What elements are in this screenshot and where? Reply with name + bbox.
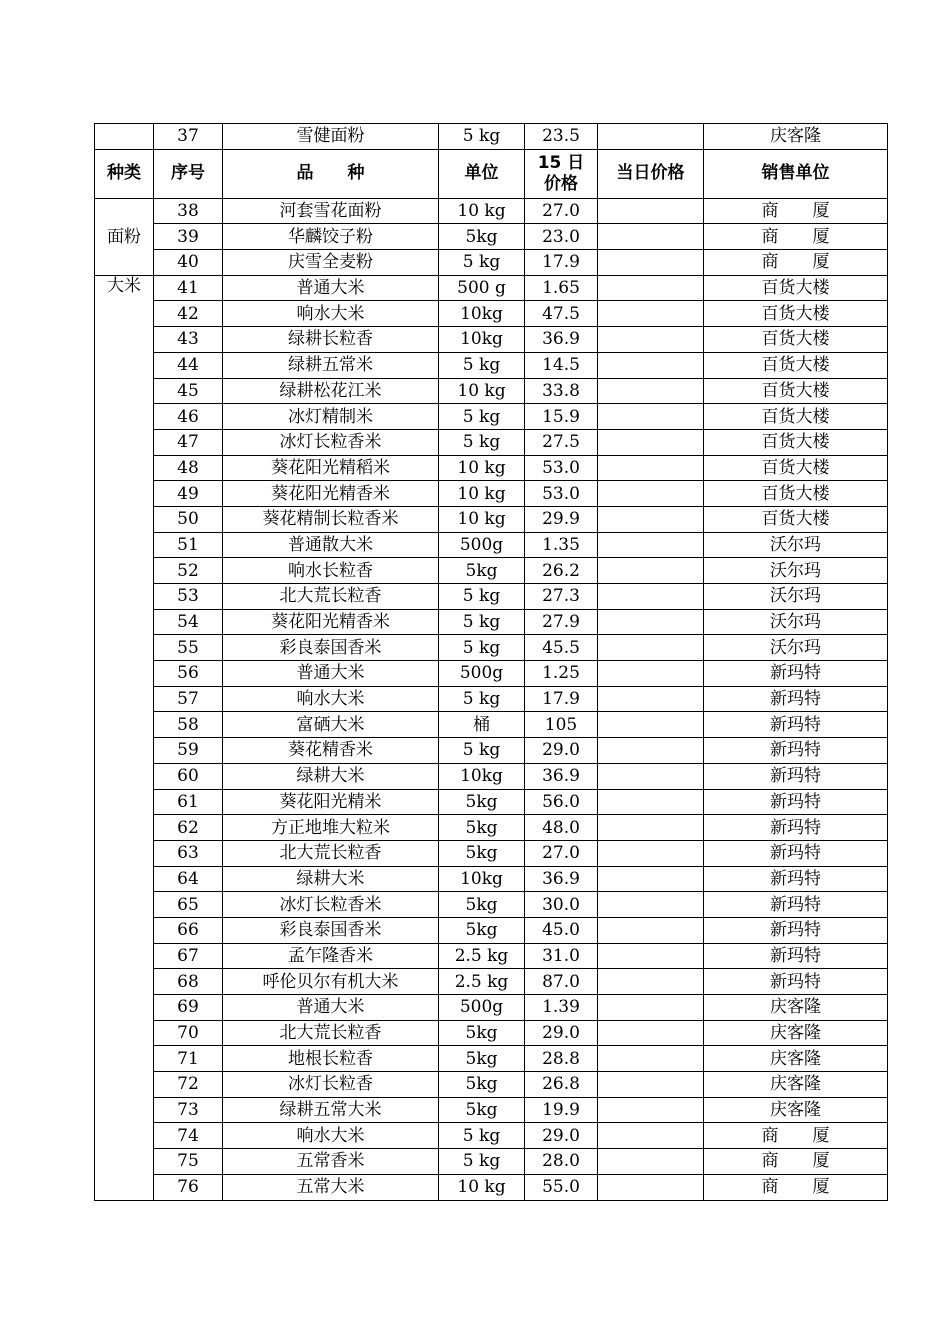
seller-cell: 百货大楼 [704,506,888,532]
today-price-cell [598,815,704,841]
table-row [95,301,888,327]
header-seq: 序号 [154,149,223,198]
seq-cell: 39 [154,224,223,250]
variety-cell: 响水大米 [223,301,439,327]
price15-cell: 1.39 [525,995,598,1021]
seller-cell: 新玛特 [704,789,888,815]
today-price-cell [598,404,704,430]
today-price-cell [598,481,704,507]
seq-cell: 69 [154,995,223,1021]
today-price-cell [598,995,704,1021]
unit-cell: 10 kg [439,481,525,507]
variety-cell: 绿耕五常大米 [223,1097,439,1123]
unit-cell: 500g [439,532,525,558]
seller-cell: 新玛特 [704,815,888,841]
variety-cell: 地根长粒香 [223,1046,439,1072]
seq-cell: 58 [154,712,223,738]
unit-cell: 10kg [439,327,525,353]
today-price-cell [598,124,704,150]
unit-cell: 10kg [439,866,525,892]
seller-cell: 百货大楼 [704,404,888,430]
seller-cell: 商 厦 [704,198,888,224]
table-row [95,1046,888,1072]
price15-cell: 33.8 [525,378,598,404]
price15-cell: 30.0 [525,892,598,918]
seller-cell: 沃尔玛 [704,609,888,635]
seq-cell: 61 [154,789,223,815]
unit-cell: 10kg [439,763,525,789]
unit-cell: 5 kg [439,738,525,764]
price15-cell: 26.2 [525,558,598,584]
seller-cell: 庆客隆 [704,1046,888,1072]
price15-cell: 23.5 [525,124,598,150]
today-price-cell [598,584,704,610]
variety-cell: 响水长粒香 [223,558,439,584]
unit-cell: 500g [439,995,525,1021]
unit-cell: 5kg [439,558,525,584]
seller-cell: 商 厦 [704,1123,888,1149]
table-row [95,892,888,918]
variety-cell: 葵花阳光精米 [223,789,439,815]
seq-cell: 41 [154,275,223,301]
seller-cell: 百货大楼 [704,378,888,404]
seller-cell: 庆客隆 [704,124,888,150]
variety-cell: 响水大米 [223,686,439,712]
table-row [95,1149,888,1175]
unit-cell: 5 kg [439,609,525,635]
price15-cell: 29.0 [525,1020,598,1046]
table-row [95,686,888,712]
seq-cell: 75 [154,1149,223,1175]
seller-cell: 沃尔玛 [704,584,888,610]
price15-cell: 26.8 [525,1072,598,1098]
table-row [95,250,888,276]
variety-cell: 绿耕五常米 [223,352,439,378]
price15-cell: 23.0 [525,224,598,250]
today-price-cell [598,532,704,558]
table-row [95,635,888,661]
unit-cell: 5kg [439,224,525,250]
price15-cell: 87.0 [525,969,598,995]
unit-cell: 5 kg [439,1149,525,1175]
seq-cell: 74 [154,1123,223,1149]
price15-cell: 47.5 [525,301,598,327]
seq-cell: 47 [154,429,223,455]
unit-cell: 5 kg [439,635,525,661]
seller-cell: 庆客隆 [704,1072,888,1098]
variety-cell: 绿耕大米 [223,866,439,892]
unit-cell: 5 kg [439,404,525,430]
today-price-cell [598,712,704,738]
today-price-cell [598,558,704,584]
unit-cell: 10kg [439,301,525,327]
price15-cell: 27.5 [525,429,598,455]
table-row [95,352,888,378]
variety-cell: 北大荒长粒香 [223,584,439,610]
price-table [94,123,888,1201]
price15-cell: 29.0 [525,738,598,764]
header-today-price: 当日价格 [598,149,704,198]
table-row [95,943,888,969]
seller-cell: 新玛特 [704,763,888,789]
seq-cell: 43 [154,327,223,353]
seq-cell: 72 [154,1072,223,1098]
variety-cell: 彩良泰国香米 [223,917,439,943]
price15-cell: 53.0 [525,481,598,507]
today-price-cell [598,763,704,789]
price15-cell: 27.0 [525,840,598,866]
header-category: 种类 [95,149,154,198]
today-price-cell [598,738,704,764]
seller-cell: 百货大楼 [704,481,888,507]
variety-cell: 富硒大米 [223,712,439,738]
price15-cell: 27.3 [525,584,598,610]
unit-cell: 5kg [439,789,525,815]
seller-cell: 新玛特 [704,917,888,943]
seller-cell: 新玛特 [704,840,888,866]
unit-cell: 2.5 kg [439,969,525,995]
table-row [95,378,888,404]
unit-cell: 5kg [439,815,525,841]
today-price-cell [598,917,704,943]
today-price-cell [598,609,704,635]
table-body [95,124,888,1201]
table-row [95,506,888,532]
table-row [95,840,888,866]
seller-cell: 百货大楼 [704,455,888,481]
today-price-cell [598,1020,704,1046]
unit-cell: 桶 [439,712,525,738]
seller-cell: 新玛特 [704,943,888,969]
seller-cell: 庆客隆 [704,1020,888,1046]
table-row [95,789,888,815]
table-row [95,327,888,353]
variety-cell: 普通大米 [223,661,439,687]
category-cell: 大米 [95,275,154,1200]
seller-cell: 百货大楼 [704,429,888,455]
unit-cell: 500 g [439,275,525,301]
price15-cell: 29.9 [525,506,598,532]
today-price-cell [598,840,704,866]
table-row [95,404,888,430]
seq-cell: 64 [154,866,223,892]
table-row [95,738,888,764]
seller-cell: 商 厦 [704,224,888,250]
unit-cell: 10 kg [439,198,525,224]
table-row [95,224,888,250]
seller-cell: 新玛特 [704,892,888,918]
seller-cell: 商 厦 [704,1174,888,1200]
price15-cell: 1.65 [525,275,598,301]
table-row [95,866,888,892]
price15-cell: 15.9 [525,404,598,430]
seller-cell: 沃尔玛 [704,532,888,558]
table-row [95,532,888,558]
seq-cell: 60 [154,763,223,789]
variety-cell: 绿耕长粒香 [223,327,439,353]
seq-cell: 40 [154,250,223,276]
seq-cell: 70 [154,1020,223,1046]
table-row [95,1020,888,1046]
table-row [95,558,888,584]
header-variety: 品 种 [223,149,439,198]
variety-cell: 葵花阳光精稻米 [223,455,439,481]
seq-cell: 37 [154,124,223,150]
today-price-cell [598,455,704,481]
today-price-cell [598,275,704,301]
price15-cell: 53.0 [525,455,598,481]
variety-cell: 普通大米 [223,995,439,1021]
seller-cell: 新玛特 [704,661,888,687]
seq-cell: 38 [154,198,223,224]
table-row [95,275,888,301]
price15-cell: 36.9 [525,866,598,892]
seq-cell: 59 [154,738,223,764]
unit-cell: 10 kg [439,1174,525,1200]
seq-cell: 49 [154,481,223,507]
table-row [95,661,888,687]
seq-cell: 76 [154,1174,223,1200]
seller-cell: 商 厦 [704,1149,888,1175]
price15-cell: 17.9 [525,250,598,276]
price15-cell: 45.0 [525,917,598,943]
variety-cell: 五常大米 [223,1174,439,1200]
seller-cell: 新玛特 [704,866,888,892]
variety-cell: 呼伦贝尔有机大米 [223,969,439,995]
variety-cell: 五常香米 [223,1149,439,1175]
table-row [95,995,888,1021]
unit-cell: 5kg [439,892,525,918]
price15-cell: 28.0 [525,1149,598,1175]
today-price-cell [598,1097,704,1123]
seq-cell: 45 [154,378,223,404]
seller-cell: 新玛特 [704,712,888,738]
price15-cell: 55.0 [525,1174,598,1200]
header-seller: 销售单位 [704,149,888,198]
variety-cell: 冰灯精制米 [223,404,439,430]
unit-cell: 2.5 kg [439,943,525,969]
today-price-cell [598,1174,704,1200]
today-price-cell [598,429,704,455]
today-price-cell [598,892,704,918]
today-price-cell [598,224,704,250]
today-price-cell [598,1123,704,1149]
unit-cell: 10 kg [439,455,525,481]
price15-cell: 1.35 [525,532,598,558]
today-price-cell [598,635,704,661]
today-price-cell [598,686,704,712]
variety-cell: 葵花精香米 [223,738,439,764]
today-price-cell [598,301,704,327]
seq-cell: 73 [154,1097,223,1123]
price15-cell: 1.25 [525,661,598,687]
variety-cell: 葵花精制长粒香米 [223,506,439,532]
variety-cell: 华麟饺子粉 [223,224,439,250]
variety-cell: 葵花阳光精香米 [223,481,439,507]
table-row [95,763,888,789]
table-row [95,198,888,224]
unit-cell: 5 kg [439,352,525,378]
table-row [95,712,888,738]
seller-cell: 沃尔玛 [704,558,888,584]
variety-cell: 方正地堆大粒米 [223,815,439,841]
variety-cell: 北大荒长粒香 [223,1020,439,1046]
unit-cell: 5kg [439,917,525,943]
today-price-cell [598,327,704,353]
table-row [95,584,888,610]
seq-cell: 57 [154,686,223,712]
table-row [95,1097,888,1123]
today-price-cell [598,969,704,995]
seq-cell: 51 [154,532,223,558]
seller-cell: 沃尔玛 [704,635,888,661]
today-price-cell [598,789,704,815]
seq-cell: 44 [154,352,223,378]
table-row [95,609,888,635]
seq-cell: 62 [154,815,223,841]
unit-cell: 5 kg [439,124,525,150]
header-unit: 单位 [439,149,525,198]
unit-cell: 5kg [439,840,525,866]
table-header-row [95,149,888,198]
variety-cell: 河套雪花面粉 [223,198,439,224]
seq-cell: 71 [154,1046,223,1072]
table-row [95,429,888,455]
seller-cell: 新玛特 [704,969,888,995]
today-price-cell [598,250,704,276]
variety-cell: 绿耕松花江米 [223,378,439,404]
table-row [95,815,888,841]
variety-cell: 北大荒长粒香 [223,840,439,866]
today-price-cell [598,943,704,969]
today-price-cell [598,352,704,378]
table-row [95,481,888,507]
seq-cell: 48 [154,455,223,481]
unit-cell: 500g [439,661,525,687]
variety-cell: 彩良泰国香米 [223,635,439,661]
variety-cell: 绿耕大米 [223,763,439,789]
price15-cell: 27.9 [525,609,598,635]
price15-cell: 17.9 [525,686,598,712]
unit-cell: 5 kg [439,686,525,712]
unit-cell: 5 kg [439,1123,525,1149]
price15-cell: 31.0 [525,943,598,969]
price15-cell: 27.0 [525,198,598,224]
variety-cell: 普通大米 [223,275,439,301]
seq-cell: 65 [154,892,223,918]
seller-cell: 百货大楼 [704,352,888,378]
table-row [95,969,888,995]
today-price-cell [598,661,704,687]
unit-cell: 5kg [439,1097,525,1123]
variety-cell: 普通散大米 [223,532,439,558]
unit-cell: 5 kg [439,250,525,276]
unit-cell: 10 kg [439,378,525,404]
unit-cell: 5 kg [439,429,525,455]
price15-cell: 29.0 [525,1123,598,1149]
variety-cell: 庆雪全麦粉 [223,250,439,276]
variety-cell: 葵花阳光精香米 [223,609,439,635]
variety-cell: 孟乍隆香米 [223,943,439,969]
unit-cell: 5kg [439,1020,525,1046]
seq-cell: 53 [154,584,223,610]
table-row [95,455,888,481]
table-row [95,917,888,943]
seq-cell: 55 [154,635,223,661]
variety-cell: 冰灯长粒香米 [223,429,439,455]
seq-cell: 66 [154,917,223,943]
unit-cell: 10 kg [439,506,525,532]
seller-cell: 新玛特 [704,686,888,712]
today-price-cell [598,1046,704,1072]
seller-cell: 新玛特 [704,738,888,764]
price15-cell: 36.9 [525,327,598,353]
today-price-cell [598,1149,704,1175]
price15-cell: 19.9 [525,1097,598,1123]
seller-cell: 百货大楼 [704,301,888,327]
unit-cell: 5kg [439,1046,525,1072]
price15-cell: 48.0 [525,815,598,841]
price15-cell: 105 [525,712,598,738]
today-price-cell [598,1072,704,1098]
price15-cell: 36.9 [525,763,598,789]
seq-cell: 56 [154,661,223,687]
seller-cell: 庆客隆 [704,1097,888,1123]
seq-cell: 68 [154,969,223,995]
table-row [95,1072,888,1098]
seller-cell: 庆客隆 [704,995,888,1021]
variety-cell: 冰灯长粒香 [223,1072,439,1098]
seq-cell: 67 [154,943,223,969]
seq-cell: 46 [154,404,223,430]
variety-cell: 响水大米 [223,1123,439,1149]
table-row-top [95,124,888,150]
today-price-cell [598,866,704,892]
price15-cell: 14.5 [525,352,598,378]
seq-cell: 50 [154,506,223,532]
unit-cell: 5kg [439,1072,525,1098]
seq-cell: 52 [154,558,223,584]
today-price-cell [598,378,704,404]
today-price-cell [598,506,704,532]
seq-cell: 42 [154,301,223,327]
category-cell: 面粉 [95,198,154,275]
seller-cell: 百货大楼 [704,327,888,353]
variety-cell: 冰灯长粒香米 [223,892,439,918]
category-cell [95,124,154,150]
seller-cell: 百货大楼 [704,275,888,301]
table-row [95,1123,888,1149]
unit-cell: 5 kg [439,584,525,610]
seller-cell: 商 厦 [704,250,888,276]
seq-cell: 63 [154,840,223,866]
table-row [95,1174,888,1200]
price15-cell: 56.0 [525,789,598,815]
price15-cell: 45.5 [525,635,598,661]
price15-cell: 28.8 [525,1046,598,1072]
today-price-cell [598,198,704,224]
variety-cell: 雪健面粉 [223,124,439,150]
seq-cell: 54 [154,609,223,635]
header-price15: 15 日 价格 [525,149,598,198]
